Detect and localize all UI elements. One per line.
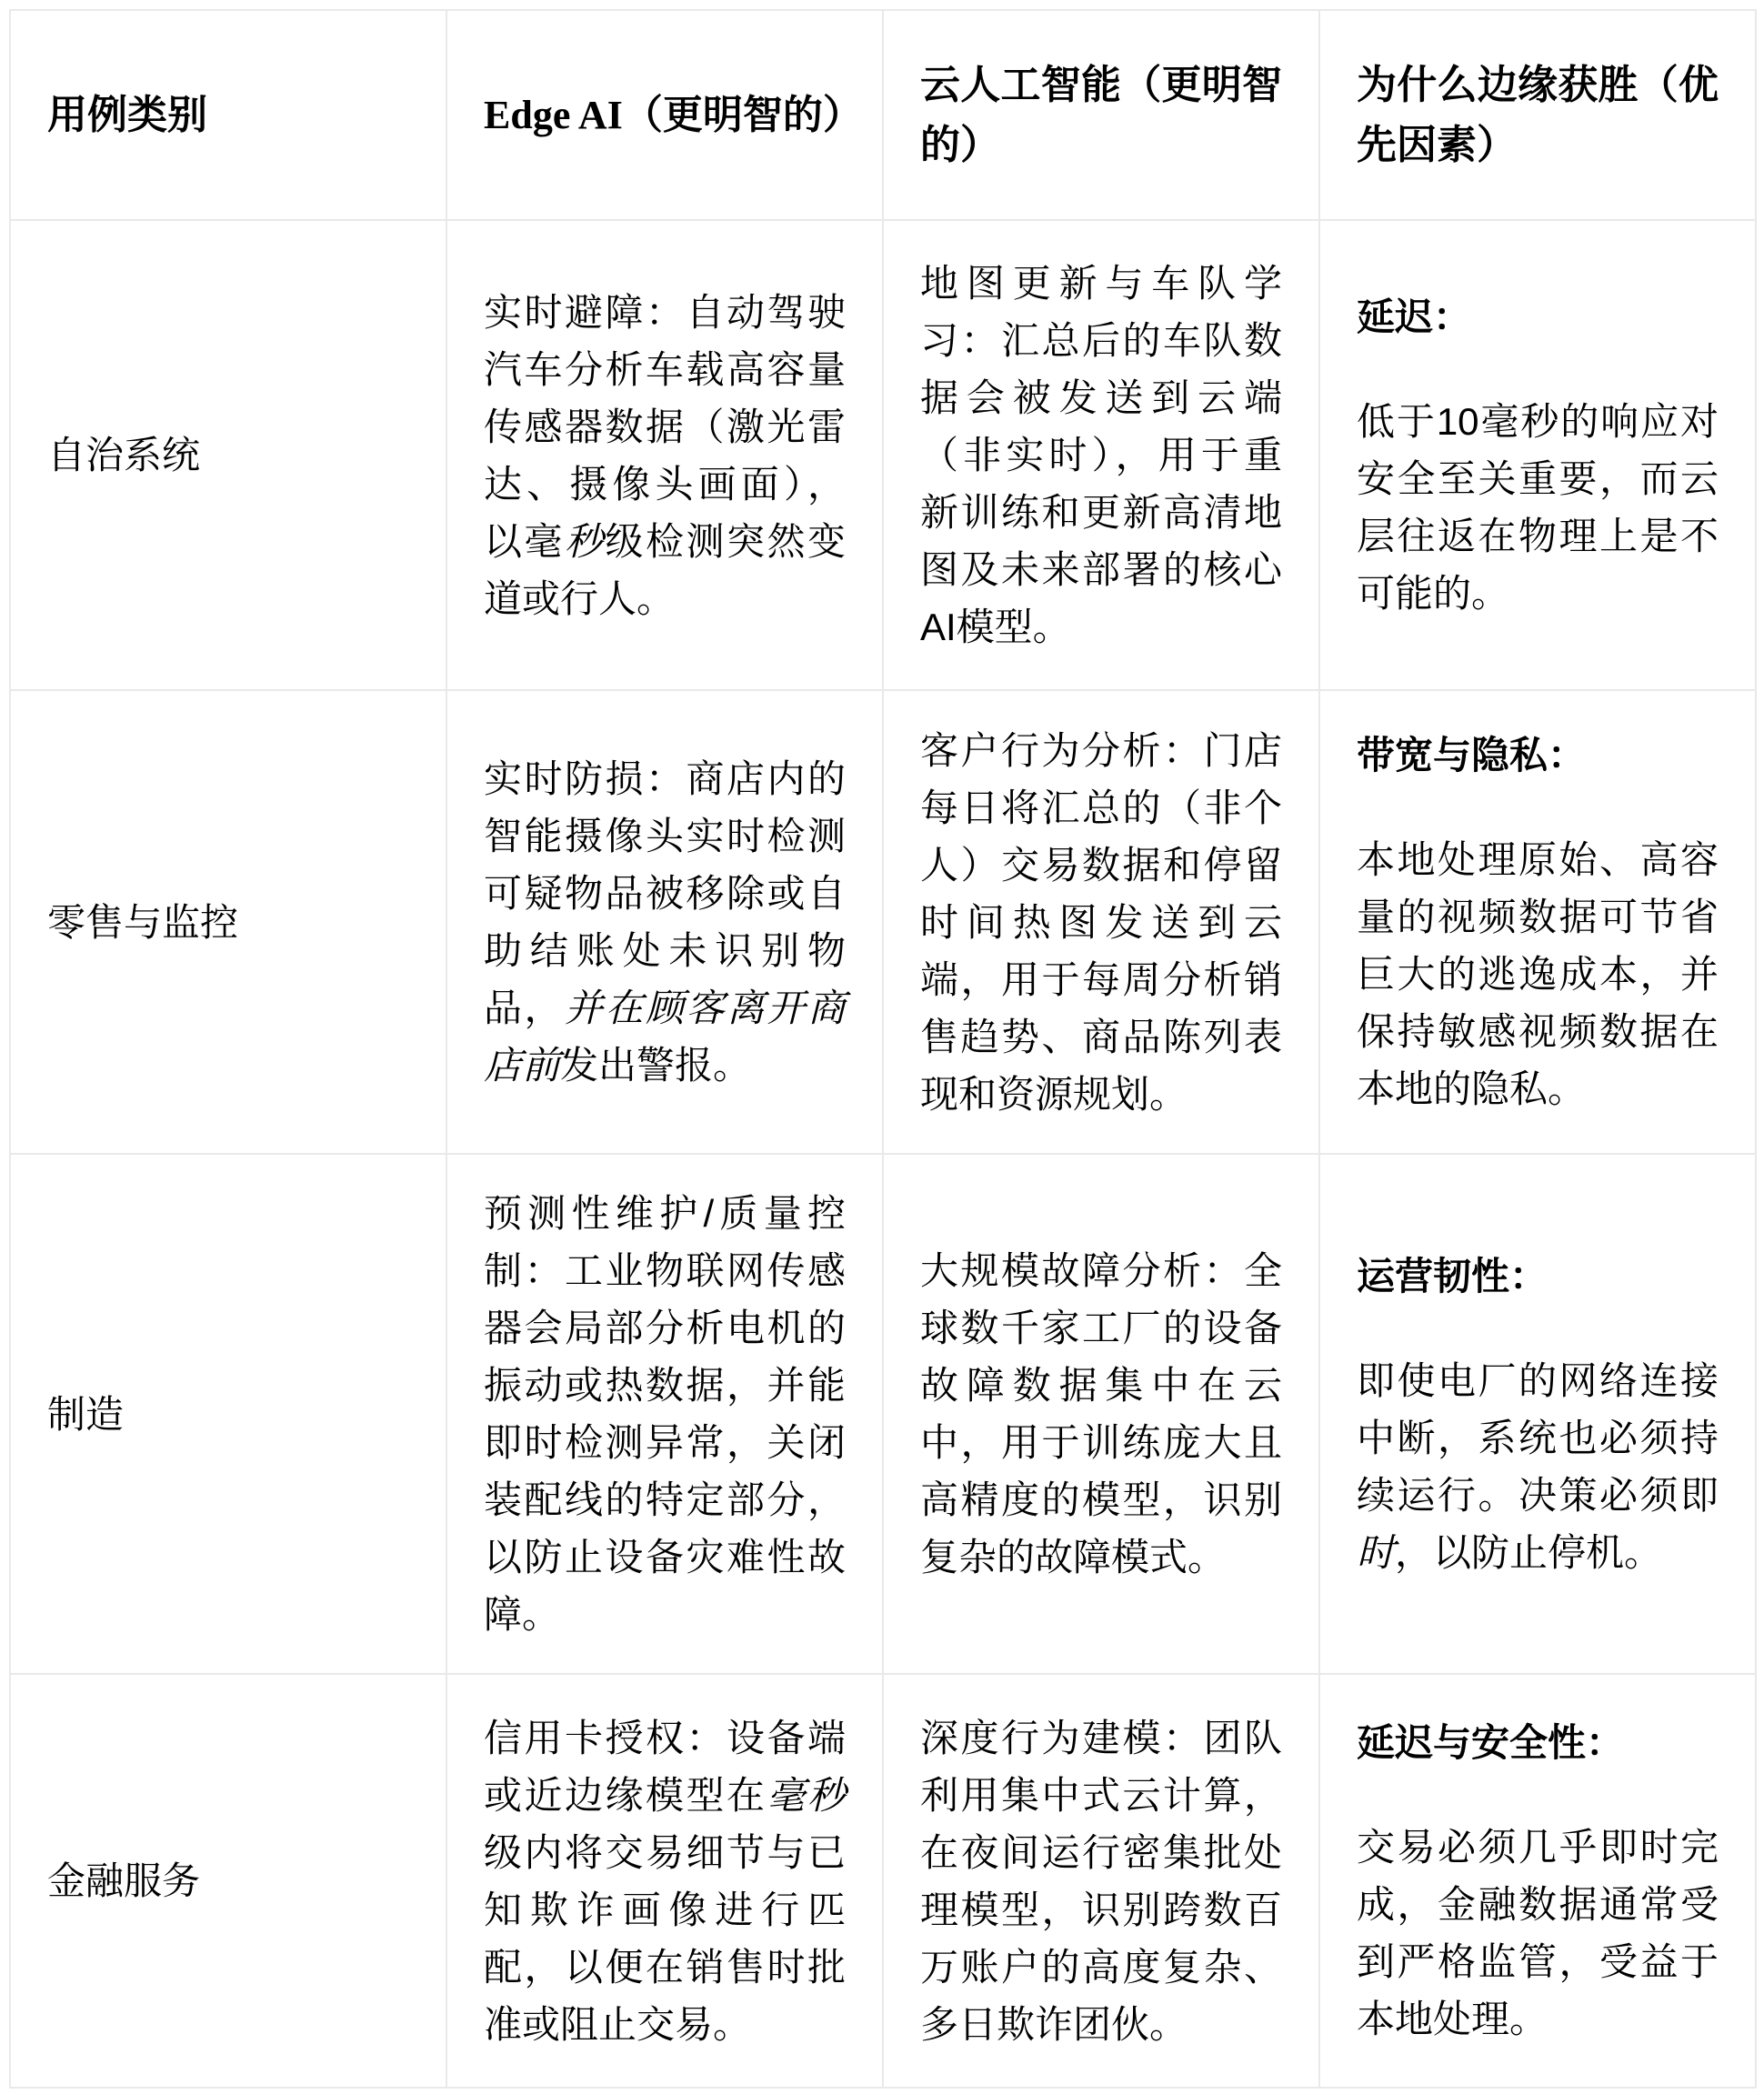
why-title: 带宽与隐私： <box>1357 734 1587 776</box>
why-body: 交易必须几乎即时完成，金融数据通常受到严格监管，受益于本地处理。 <box>1357 1826 1719 2040</box>
edge-ai-text: 实时避障：自动驾驶汽车分析车载高容量传感器数据（激光雷达、摄像头画面），以毫秒级检测突然变道或行人。 <box>484 290 846 620</box>
cloud-ai-cell <box>883 690 1319 1154</box>
category-cell: 零售与监控 <box>10 690 446 1154</box>
cloud-ai-text: 地图更新与车队学习：汇总后的车队数据会被发送到云端（非实时），用于重新训练和更新高清地图及未来部署的核心AI模型。 <box>920 262 1282 648</box>
cloud-ai-cell <box>883 1674 1319 2088</box>
cloud-ai-text: 大规模故障分析：全球数千家工厂的设备故障数据集中在云中，用于训练庞大且高精度的模型，识别复杂的故障模式。 <box>920 1249 1282 1578</box>
cloud-ai-text: 客户行为分析：门店每日将汇总的（非个人）交易数据和停留时间热图发送到云端，用于每周分析销售趋势、商品陈列表现和资源规划。 <box>920 728 1282 1116</box>
why-title: 延迟： <box>1357 296 1472 338</box>
cloud-ai-cell <box>883 220 1319 690</box>
cloud-ai-cell <box>883 1154 1319 1674</box>
why-edge-wins-cell <box>1319 220 1756 690</box>
edge-ai-cell <box>446 1154 883 1674</box>
cloud-ai-text: 深度行为建模：团队利用集中式云计算，在夜间运行密集批处理模型，识别跨数百万账户的高度复杂、多日欺诈团伙。 <box>920 1716 1282 2046</box>
why-edge-wins-cell <box>1319 1154 1756 1674</box>
why-body: 即使电厂的网络连接中断，系统也必须持续运行。决策必须即时，以防止停机。 <box>1357 1358 1719 1574</box>
edge-ai-text: 实时防损：商店内的智能摄像头实时检测可疑物品被移除或自助结账处未识别物品，并在顾客离开商店前发出警报。 <box>484 757 846 1087</box>
table-row-retail-surveillance <box>10 690 1756 1154</box>
why-edge-wins-cell <box>1319 690 1756 1154</box>
category-cell: 制造 <box>10 1154 446 1674</box>
edge-ai-text: 预测性维护/质量控制：工业物联网传感器会局部分析电机的振动或热数据，并能即时检测异常，关闭装配线的特定部分，以防止设备灾难性故障。 <box>484 1192 846 1636</box>
why-title: 运营韧性： <box>1357 1254 1549 1297</box>
why-edge-wins-cell <box>1319 1674 1756 2088</box>
header-cell-edge-ai: Edge AI（更明智的） <box>446 10 883 220</box>
edge-ai-text: 信用卡授权：设备端或近边缘模型在毫秒级内将交易细节与已知欺诈画像进行匹配，以便在销售时批准或阻止交易。 <box>484 1716 846 2046</box>
category-cell: 自治系统 <box>10 220 446 690</box>
header-cell-why-edge-wins: 为什么边缘获胜（优先因素） <box>1319 10 1756 220</box>
edge-ai-cell <box>446 220 883 690</box>
table-row-manufacturing <box>10 1154 1756 1674</box>
edge-ai-cell <box>446 1674 883 2088</box>
table-row-financial-services <box>10 1674 1756 2088</box>
table-row-autonomous-systems <box>10 220 1756 690</box>
why-body: 低于10毫秒的响应对安全至关重要，而云层往返在物理上是不可能的。 <box>1357 400 1719 615</box>
use-case-comparison-table <box>9 9 1757 2089</box>
edge-ai-cell <box>446 690 883 1154</box>
why-title: 延迟与安全性： <box>1357 1721 1625 1764</box>
why-body: 本地处理原始、高容量的视频数据可节省巨大的逃逸成本，并保持敏感视频数据在本地的隐私。 <box>1357 838 1719 1110</box>
category-cell: 金融服务 <box>10 1674 446 2088</box>
header-cell-cloud-ai: 云人工智能（更明智的） <box>883 10 1319 220</box>
header-cell-category: 用例类别 <box>10 10 446 220</box>
header-row <box>10 10 1756 220</box>
